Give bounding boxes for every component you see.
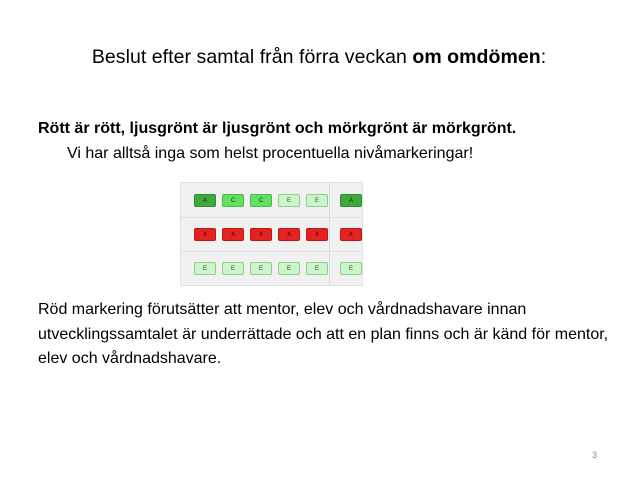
title-colon: : bbox=[540, 46, 547, 68]
grade-row bbox=[181, 259, 363, 279]
grade-cell-pale: E bbox=[194, 262, 216, 275]
grid-band bbox=[181, 251, 363, 252]
grade-cell-red: X bbox=[250, 228, 272, 241]
grade-row bbox=[181, 225, 363, 245]
grade-cell-light: C bbox=[250, 194, 272, 207]
grade-cell-light: C bbox=[222, 194, 244, 207]
grade-markings-image bbox=[180, 182, 363, 286]
info-paragraph: Röd markering förutsätter att mentor, elev och vårdnadshavare innan utvecklingssamtalet är underrättade och att en plan finns och är känd för mentor, elev och vårdnadshavare. bbox=[38, 301, 609, 367]
grid-band bbox=[181, 217, 363, 218]
grade-cell-pale: E bbox=[306, 194, 328, 207]
grade-cell-red: X bbox=[194, 228, 216, 241]
grade-cell-pale: E bbox=[340, 262, 362, 275]
title-bold-text: om omdömen bbox=[412, 46, 541, 68]
title-regular-text: Beslut efter samtal från förra veckan bbox=[91, 46, 413, 68]
statement-line: Vi har alltså inga som helst procentuella nivåmarkeringar! bbox=[67, 145, 474, 162]
grid-divider bbox=[362, 183, 363, 286]
grade-cell-red: X bbox=[222, 228, 244, 241]
grade-cell-pale: E bbox=[278, 262, 300, 275]
page-number: 3 bbox=[592, 450, 598, 460]
grade-row bbox=[181, 191, 363, 211]
grade-cell-dark: A bbox=[194, 194, 216, 207]
slide-title bbox=[0, 46, 638, 69]
statement-bold-line: Rött är rött, ljusgrönt är ljusgrönt och mörkgrönt är mörkgrönt. bbox=[38, 120, 517, 137]
grade-cell-dark: A bbox=[340, 194, 362, 207]
grade-cell-red: X bbox=[340, 228, 362, 241]
grade-cell-pale: E bbox=[250, 262, 272, 275]
grade-cell-red: X bbox=[278, 228, 300, 241]
grade-cell-red: X bbox=[306, 228, 328, 241]
grade-cell-pale: E bbox=[222, 262, 244, 275]
grade-cell-pale: E bbox=[306, 262, 328, 275]
grade-cell-pale: E bbox=[278, 194, 300, 207]
